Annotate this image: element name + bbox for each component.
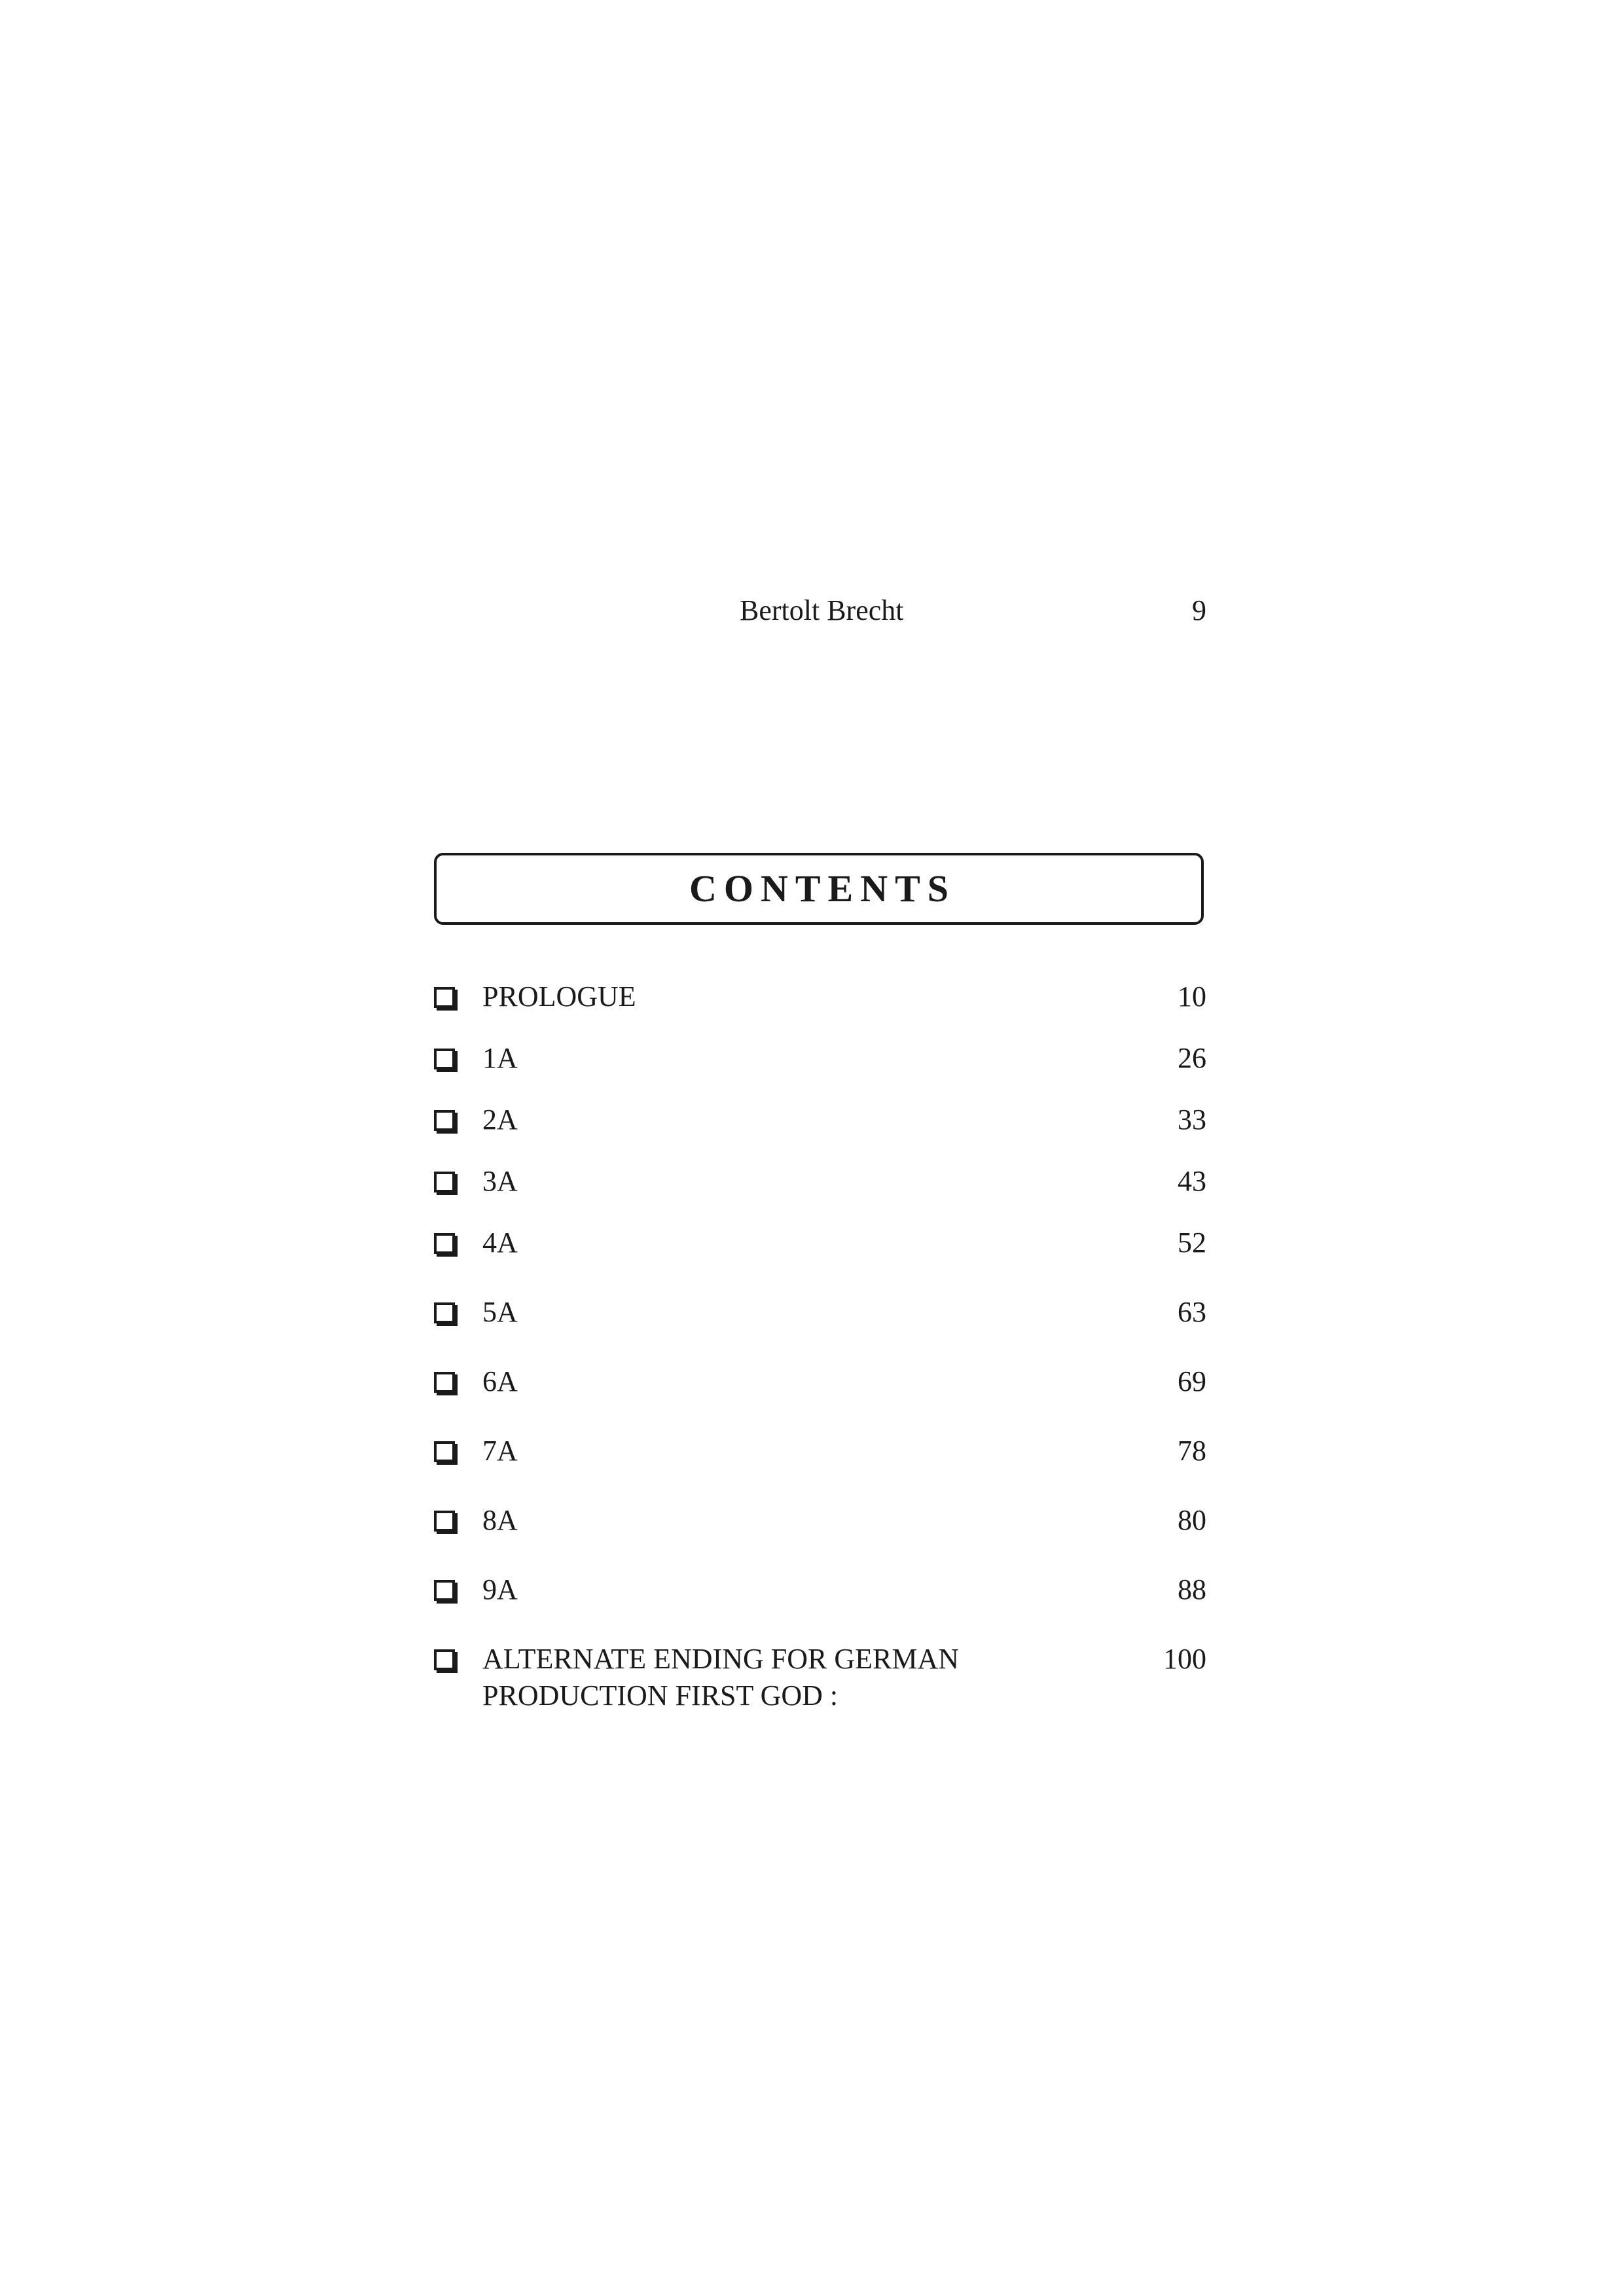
toc-entry-label: PROLOGUE [482, 980, 636, 1013]
checkbox-bullet-icon [434, 1233, 455, 1254]
checkbox-bullet-icon [434, 1511, 455, 1532]
toc-entry-prologue [434, 978, 1206, 1015]
checkbox-bullet-icon [434, 987, 455, 1008]
toc-entry-page: 69 [1178, 1365, 1206, 1397]
toc-entry-label: 2A [482, 1103, 518, 1136]
page-number: 9 [1192, 594, 1206, 626]
toc-entry-page: 100 [1163, 1643, 1206, 1675]
toc-entry-page: 33 [1178, 1103, 1206, 1136]
toc-entry-label: 5A [482, 1296, 518, 1328]
toc-entry-label: 7A [482, 1435, 518, 1467]
toc-entry-7a [434, 1433, 1206, 1469]
toc-entry-label-line2: PRODUCTION FIRST GOD : [482, 1679, 839, 1712]
toc-entry-8a [434, 1502, 1206, 1539]
toc-entry-page: 26 [1178, 1042, 1206, 1074]
checkbox-bullet-icon [434, 1302, 455, 1323]
toc-entry-label: 8A [482, 1504, 518, 1536]
toc-entry-4a [434, 1225, 1206, 1261]
toc-entry-2a [434, 1102, 1206, 1138]
checkbox-bullet-icon [434, 1580, 455, 1601]
checkbox-bullet-icon [434, 1049, 455, 1069]
checkbox-bullet-icon [434, 1649, 455, 1670]
toc-entry-label: 3A [482, 1165, 518, 1197]
toc-entry-label: ALTERNATE ENDING FOR GERMAN [482, 1643, 960, 1675]
toc-entry-label: 9A [482, 1573, 518, 1605]
toc-entry-label: 6A [482, 1365, 518, 1397]
contents-title-box [434, 853, 1204, 925]
checkbox-bullet-icon [434, 1441, 455, 1462]
contents-title: CONTENTS [689, 867, 956, 910]
toc-entry-page: 43 [1178, 1165, 1206, 1197]
toc-entry-label: 4A [482, 1227, 518, 1259]
checkbox-bullet-icon [434, 1372, 455, 1393]
toc-entry-alternate-ending [434, 1641, 1206, 1717]
toc-entry-3a [434, 1163, 1206, 1200]
toc-entry-5a [434, 1294, 1206, 1331]
running-header-author: Bertolt Brecht [740, 594, 904, 626]
toc-entry-1a [434, 1040, 1206, 1077]
toc-entry-page: 88 [1178, 1573, 1206, 1605]
toc-entry-page: 52 [1178, 1227, 1206, 1259]
checkbox-bullet-icon [434, 1110, 455, 1131]
toc-entry-label: 1A [482, 1042, 518, 1074]
toc-entry-page: 80 [1178, 1504, 1206, 1536]
toc-entry-page: 63 [1178, 1296, 1206, 1328]
checkbox-bullet-icon [434, 1172, 455, 1193]
toc-entry-6a [434, 1363, 1206, 1400]
toc-entry-page: 10 [1178, 980, 1206, 1013]
toc-entry-9a [434, 1571, 1206, 1608]
toc-entry-page: 78 [1178, 1435, 1206, 1467]
